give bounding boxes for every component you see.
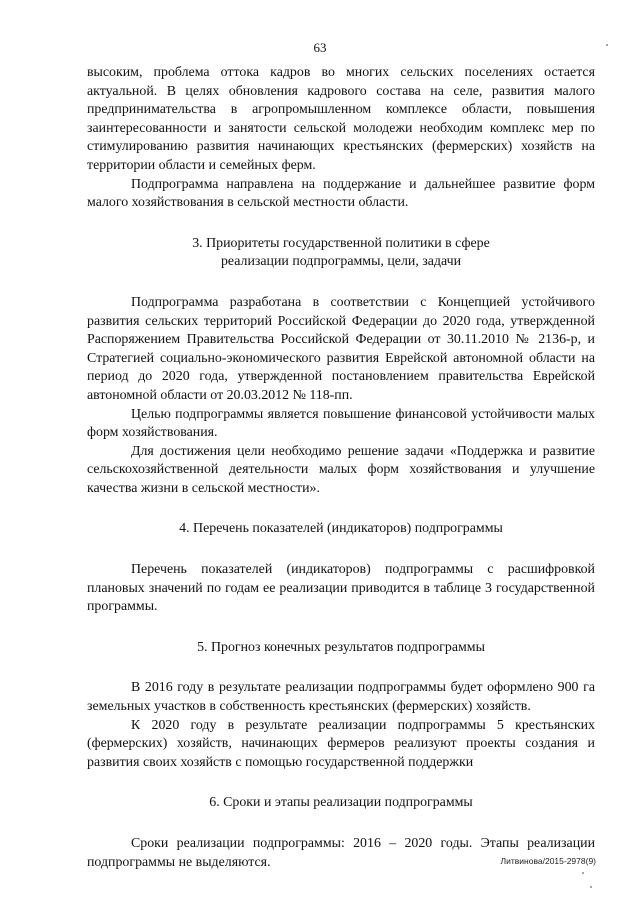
section-6-heading: 6. Сроки и этапы реализации подпрограммы: [209, 795, 473, 811]
page-body: [87, 64, 595, 872]
section-3-paragraph-1: Подпрограмма разработана в соответствии с Концепцией устойчивого развития сельских территорий Российской Федерации до 2020 года, утвержденной Распоряжением Правительства Российской Федерации от 30.11.2010 № 2136-р, и Стратегией социально-экономического развития Еврейской автономной области на период до 2020 года, утвержденной постановлением правительства Еврейской автономной области от 20.03.2012 № 118-пп.: [87, 294, 595, 403]
section-6-paragraph-1: Сроки реализации подпрограммы: 2016 – 2020 годы. Этапы реализации подпрограммы не выделяются.: [87, 836, 595, 870]
section-4-heading: 4. Перечень показателей (индикаторов) подпрограммы: [179, 521, 503, 537]
document-code: Литвинова/2015-2978(9): [500, 856, 596, 866]
paragraph-continuation: высоким, проблема оттока кадров во многих сельских поселениях остается актуальной. В целях обновления кадрового состава на селе, развития малого предпринимательства в агропромышленном комплексе области, повышения заинтересованности и занятости сельской молодежи необходим комплекс мер по стимулированию развития начинающих крестьянских (фермерских) хозяйств на территории области и семейных ферм.: [87, 65, 595, 173]
section-4-paragraph-1: Перечень показателей (индикаторов) подпрограммы с расшифровкой плановых значений по годам ее реализации приводится в таблице 3 государственной программы.: [87, 562, 595, 615]
scan-speck: [606, 44, 608, 46]
section-5-paragraph-2: К 2020 году в результате реализации подпрограммы 5 крестьянских (фермерских) хозяйств, начинающих фермеров реализуют проекты создания и развития своих хозяйств с помощью государственной поддержки: [87, 717, 595, 770]
paragraph-subprogram-aim: Подпрограмма направлена на поддержание и дальнейшее развитие форм малого хозяйствования в сельской местности области.: [87, 176, 595, 211]
section-5-heading: 5. Прогноз конечных результатов подпрограммы: [197, 639, 485, 655]
scan-speck: [590, 886, 592, 888]
section-3-heading-line-1: 3. Приоритеты государственной политики в сфере: [192, 235, 490, 251]
section-3-paragraph-2: Целью подпрограммы является повышение финансовой устойчивости малых форм хозяйствования.: [87, 406, 595, 441]
section-3-paragraph-3: Для достижения цели необходимо решение задачи «Поддержка и развитие сельскохозяйственной деятельности малых форм хозяйствования и улучшение качества жизни в сельской местности».: [87, 443, 595, 496]
section-3-heading-line-2: реализации подпрограммы, цели, задачи: [220, 254, 462, 270]
section-5-paragraph-1: В 2016 году в результате реализации подпрограммы будет оформлено 900 га земельных участков в собственность крестьянских (фермерских) хозяйств.: [87, 680, 595, 715]
scan-speck: [582, 872, 584, 874]
page-number: 63: [313, 40, 327, 55]
